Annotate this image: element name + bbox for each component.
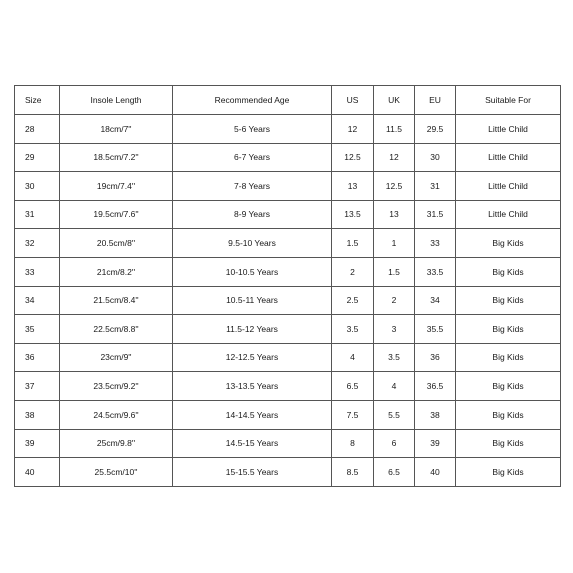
table-row [15,429,561,458]
table-row [15,200,561,229]
cell-eu: 31.5 [415,200,456,229]
table-row [15,143,561,172]
cell-uk: 6.5 [374,458,415,487]
table-row [15,258,561,287]
cell-suitable-for: Big Kids [456,315,561,344]
cell-suitable-for: Big Kids [456,229,561,258]
cell-recommended-age: 10.5-11 Years [173,286,332,315]
cell-recommended-age: 15-15.5 Years [173,458,332,487]
cell-insole-length: 23cm/9'' [60,343,173,372]
cell-insole-length: 22.5cm/8.8'' [60,315,173,344]
table-row [15,115,561,144]
cell-eu: 33 [415,229,456,258]
table-row [15,229,561,258]
cell-us: 2 [332,258,374,287]
header-row [15,86,561,115]
cell-size: 28 [15,115,60,144]
cell-eu: 36.5 [415,372,456,401]
cell-suitable-for: Big Kids [456,372,561,401]
cell-insole-length: 19cm/7.4'' [60,172,173,201]
cell-uk: 4 [374,372,415,401]
cell-uk: 12.5 [374,172,415,201]
header-uk: UK [374,86,415,115]
header-insole-length: Insole Length [60,86,173,115]
header-us: US [332,86,374,115]
table-row [15,343,561,372]
cell-size: 30 [15,172,60,201]
cell-insole-length: 21cm/8.2'' [60,258,173,287]
cell-us: 13.5 [332,200,374,229]
cell-size: 39 [15,429,60,458]
cell-eu: 34 [415,286,456,315]
size-chart-table [14,85,561,487]
cell-uk: 5.5 [374,401,415,430]
cell-uk: 6 [374,429,415,458]
table-body [15,115,561,487]
cell-suitable-for: Big Kids [456,343,561,372]
cell-uk: 3.5 [374,343,415,372]
cell-us: 12 [332,115,374,144]
cell-size: 31 [15,200,60,229]
cell-recommended-age: 5-6 Years [173,115,332,144]
cell-us: 2.5 [332,286,374,315]
cell-eu: 36 [415,343,456,372]
cell-insole-length: 23.5cm/9.2'' [60,372,173,401]
cell-us: 1.5 [332,229,374,258]
table-row [15,372,561,401]
cell-insole-length: 18.5cm/7.2'' [60,143,173,172]
cell-size: 29 [15,143,60,172]
cell-size: 32 [15,229,60,258]
cell-suitable-for: Big Kids [456,401,561,430]
cell-us: 13 [332,172,374,201]
cell-suitable-for: Little Child [456,200,561,229]
cell-suitable-for: Big Kids [456,458,561,487]
cell-insole-length: 25.5cm/10'' [60,458,173,487]
header-size: Size [15,86,60,115]
cell-eu: 39 [415,429,456,458]
cell-uk: 1.5 [374,258,415,287]
cell-suitable-for: Big Kids [456,429,561,458]
table-row [15,172,561,201]
cell-insole-length: 25cm/9.8'' [60,429,173,458]
cell-recommended-age: 13-13.5 Years [173,372,332,401]
cell-uk: 2 [374,286,415,315]
cell-eu: 30 [415,143,456,172]
cell-eu: 35.5 [415,315,456,344]
cell-uk: 3 [374,315,415,344]
header-eu: EU [415,86,456,115]
table-row [15,286,561,315]
cell-uk: 12 [374,143,415,172]
cell-recommended-age: 6-7 Years [173,143,332,172]
cell-us: 8.5 [332,458,374,487]
cell-suitable-for: Little Child [456,172,561,201]
cell-recommended-age: 14.5-15 Years [173,429,332,458]
table-row [15,401,561,430]
cell-recommended-age: 10-10.5 Years [173,258,332,287]
cell-size: 40 [15,458,60,487]
cell-size: 34 [15,286,60,315]
cell-insole-length: 19.5cm/7.6'' [60,200,173,229]
cell-size: 33 [15,258,60,287]
cell-us: 6.5 [332,372,374,401]
cell-suitable-for: Big Kids [456,258,561,287]
cell-us: 3.5 [332,315,374,344]
cell-recommended-age: 11.5-12 Years [173,315,332,344]
cell-insole-length: 20.5cm/8'' [60,229,173,258]
cell-eu: 38 [415,401,456,430]
cell-recommended-age: 9.5-10 Years [173,229,332,258]
cell-us: 12.5 [332,143,374,172]
cell-insole-length: 21.5cm/8.4'' [60,286,173,315]
cell-suitable-for: Big Kids [456,286,561,315]
table-row [15,458,561,487]
header-suitable-for: Suitable For [456,86,561,115]
cell-size: 36 [15,343,60,372]
cell-uk: 1 [374,229,415,258]
cell-us: 7.5 [332,401,374,430]
cell-size: 37 [15,372,60,401]
cell-size: 35 [15,315,60,344]
cell-eu: 33.5 [415,258,456,287]
cell-suitable-for: Little Child [456,115,561,144]
cell-eu: 31 [415,172,456,201]
table-row [15,315,561,344]
cell-uk: 13 [374,200,415,229]
cell-us: 4 [332,343,374,372]
table-header [15,86,561,115]
cell-recommended-age: 12-12.5 Years [173,343,332,372]
cell-suitable-for: Little Child [456,143,561,172]
cell-recommended-age: 7-8 Years [173,172,332,201]
cell-insole-length: 24.5cm/9.6'' [60,401,173,430]
cell-recommended-age: 8-9 Years [173,200,332,229]
cell-eu: 29.5 [415,115,456,144]
cell-uk: 11.5 [374,115,415,144]
cell-us: 8 [332,429,374,458]
cell-recommended-age: 14-14.5 Years [173,401,332,430]
cell-size: 38 [15,401,60,430]
cell-eu: 40 [415,458,456,487]
cell-insole-length: 18cm/7'' [60,115,173,144]
header-recommended-age: Recommended Age [173,86,332,115]
